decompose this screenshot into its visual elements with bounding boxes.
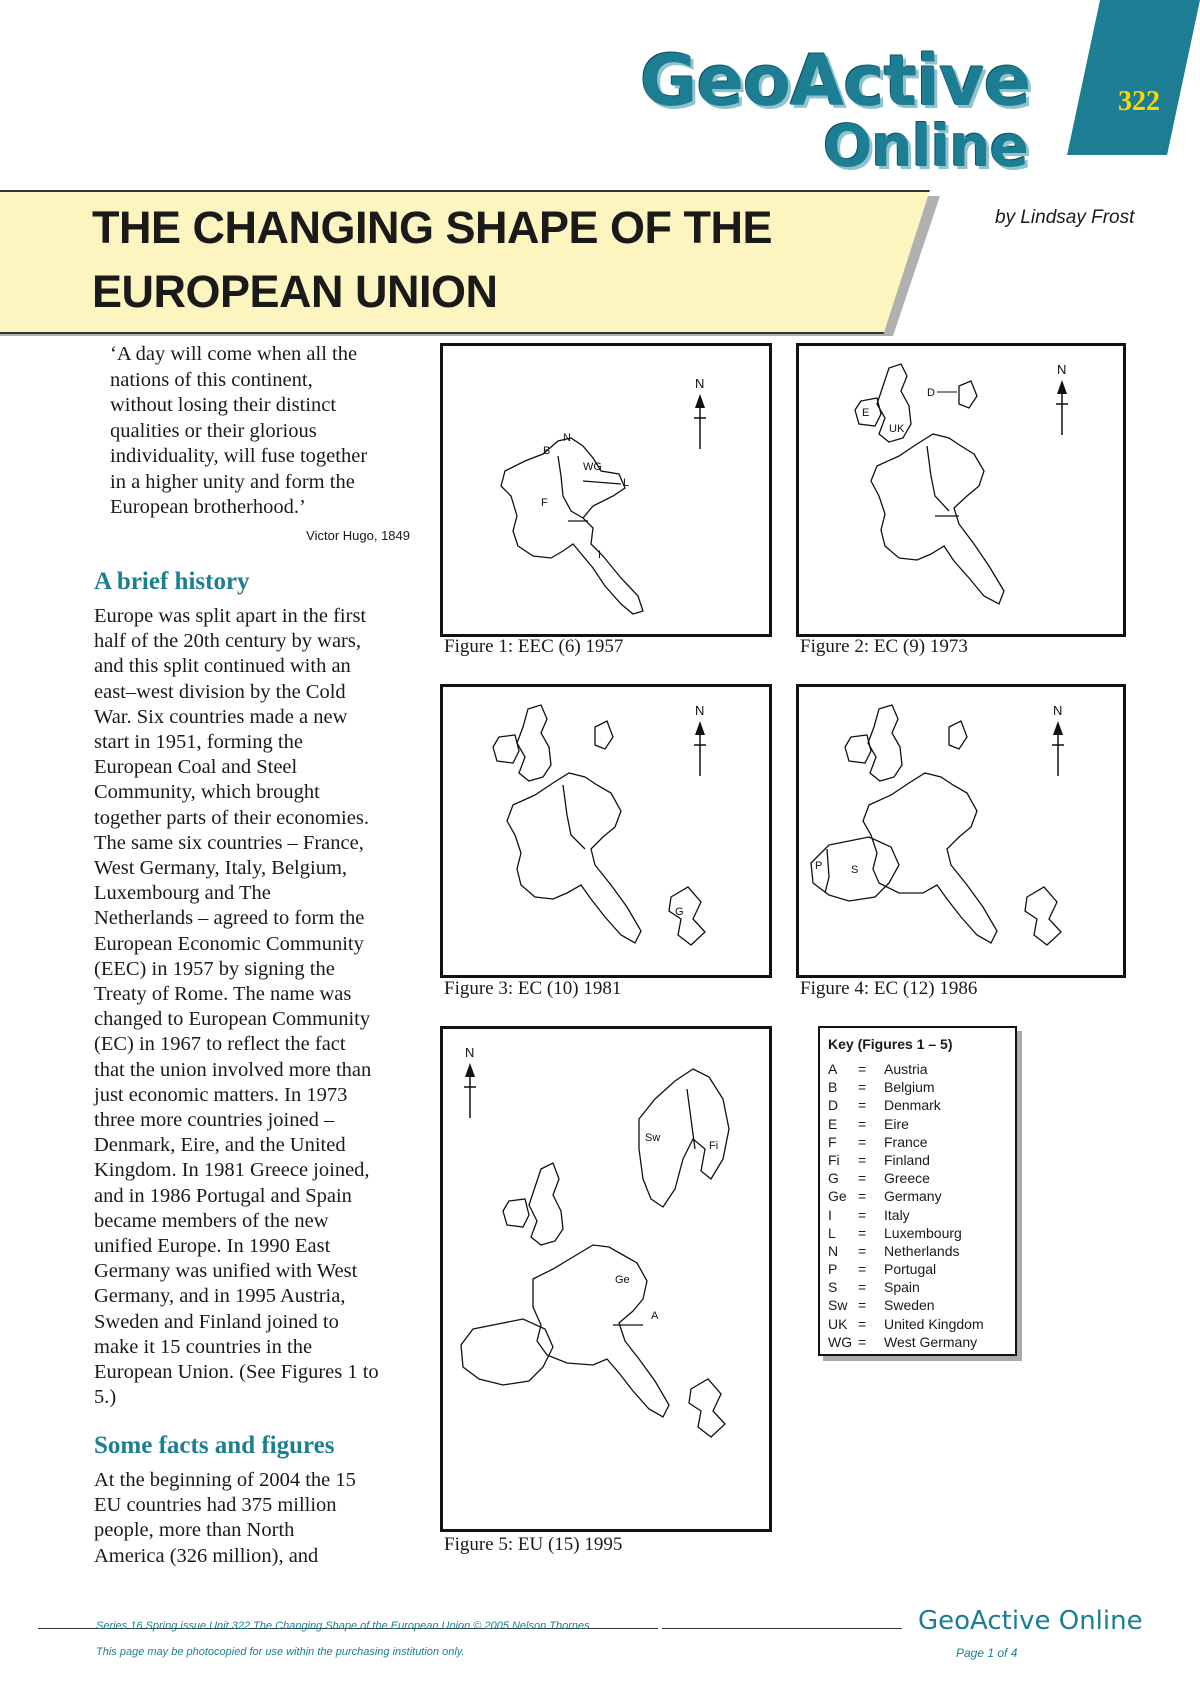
key-code: A: [828, 1061, 838, 1077]
title-line-2: EUROPEAN UNION: [92, 266, 498, 317]
unit-number: 322: [1118, 86, 1160, 117]
key-equals: =: [858, 1261, 867, 1278]
history-line: Germany, and in 1995 Austria,: [94, 1285, 346, 1308]
north-arrow-icon: [1053, 721, 1063, 735]
key-entry: [828, 1333, 984, 1351]
map-outline-ec9: [871, 434, 1004, 604]
figure-2-caption: Figure 2: EC (9) 1973: [800, 636, 968, 657]
north-label: N: [465, 1045, 475, 1060]
key-name: Netherlands: [884, 1242, 960, 1259]
figure-5-caption: Figure 5: EU (15) 1995: [444, 1534, 623, 1555]
key-name: Germany: [884, 1188, 942, 1205]
history-line: Community, which brought: [94, 781, 320, 804]
map-outline-denmark: [949, 721, 967, 749]
history-line: Sweden and Finland joined to: [94, 1310, 339, 1333]
fig5-label-a: A: [651, 1310, 659, 1322]
footer-copyright: This page may be photocopied for use within the purchasing institution only.: [96, 1646, 465, 1658]
key-name: Sweden: [884, 1297, 935, 1314]
key-code: G: [828, 1170, 839, 1187]
facts-line: EU countries had 375 million: [94, 1494, 337, 1517]
north-arrow-icon: [695, 394, 705, 408]
key-entry: [828, 1096, 984, 1114]
north-arrow-icon: [1057, 380, 1067, 394]
north-arrow-icon: [695, 721, 705, 735]
fig1-label-l: L: [623, 477, 630, 489]
key-code: L: [828, 1224, 836, 1241]
history-line: European Coal and Steel: [94, 756, 298, 779]
fig4-label-s: S: [851, 864, 859, 876]
key-equals: =: [858, 1242, 867, 1259]
key-entry: [828, 1278, 984, 1296]
figure-1-map: [440, 343, 772, 637]
key-name: Spain: [884, 1279, 920, 1296]
key-code: B: [828, 1079, 838, 1096]
key-name: Denmark: [884, 1097, 941, 1114]
facts-body: [94, 1468, 419, 1569]
quote-line: qualities or their glorious: [110, 419, 317, 442]
key-name: Greece: [884, 1170, 930, 1187]
key-list: [828, 1060, 984, 1351]
fig2-label-d: D: [927, 387, 935, 399]
map-outline-eire: [493, 735, 519, 763]
unit-tab: [1067, 0, 1200, 155]
key-equals: =: [858, 1188, 867, 1205]
quote: [110, 342, 415, 521]
key-entry: [828, 1060, 984, 1078]
key-code: N: [828, 1242, 839, 1259]
history-line: that the union involved more than: [94, 1058, 372, 1081]
fig1-label-b: B: [543, 445, 551, 457]
key-name: Belgium: [884, 1079, 935, 1096]
key-equals: =: [858, 1079, 867, 1096]
map-outline-uk: [868, 705, 902, 781]
quote-line: without losing their distinct: [110, 394, 337, 416]
history-line: The same six countries – France,: [94, 831, 364, 854]
north-label: N: [1053, 703, 1063, 718]
map-outline-eec6: [501, 438, 643, 614]
figure-3-map: [440, 684, 772, 978]
map-border-inner: [563, 785, 585, 849]
history-line: Netherlands – agreed to form the: [94, 907, 365, 930]
history-line: three more countries joined –: [94, 1109, 335, 1132]
key-name: United Kingdom: [884, 1315, 984, 1332]
map-border-fr-wg: [558, 456, 583, 518]
fig5-label-sw: Sw: [645, 1132, 661, 1144]
history-line: together parts of their economies.: [94, 806, 369, 829]
key-entry: [828, 1078, 984, 1096]
history-line: half of the 20th century by wars,: [94, 630, 361, 653]
facts-heading: Some facts and figures: [94, 1432, 335, 1459]
key-equals: =: [858, 1133, 867, 1150]
key-name: Eire: [884, 1115, 909, 1132]
history-line: and in 1986 Portugal and Spain: [94, 1184, 352, 1207]
key-name: Austria: [884, 1061, 928, 1077]
key-code: S: [828, 1279, 838, 1296]
figure-4-caption: Figure 4: EC (12) 1986: [800, 978, 978, 999]
history-line: Europe was split apart in the first: [94, 605, 367, 627]
history-line: War. Six countries made a new: [94, 705, 348, 728]
map-outline-denmark: [595, 721, 613, 749]
key-code: F: [828, 1133, 837, 1150]
history-body: [94, 604, 419, 1411]
key-equals: =: [858, 1097, 867, 1114]
history-line: Kingdom. In 1981 Greece joined,: [94, 1159, 370, 1182]
key-name: Luxembourg: [884, 1224, 962, 1241]
key-name: Finland: [884, 1151, 930, 1168]
key-entry: [828, 1133, 984, 1151]
history-line: (EEC) in 1957 by signing the: [94, 957, 335, 980]
key-code: I: [828, 1206, 832, 1223]
key-equals: =: [858, 1061, 867, 1077]
map-outline-denmark: [959, 381, 977, 408]
key-entry: [828, 1187, 984, 1205]
history-line: Luxembourg and The: [94, 882, 271, 905]
key-equals: =: [858, 1170, 867, 1187]
fig2-label-e: E: [862, 407, 870, 419]
key-title: Key (Figures 1 – 5): [828, 1036, 953, 1052]
history-heading: A brief history: [94, 568, 250, 595]
key-entry: [828, 1206, 984, 1224]
map-outline-uk: [529, 1163, 563, 1245]
history-line: Denmark, Eire, and the United: [94, 1134, 346, 1157]
key-equals: =: [858, 1206, 867, 1223]
history-line: make it 15 countries in the: [94, 1335, 313, 1358]
key-equals: =: [858, 1115, 867, 1132]
north-label: N: [695, 703, 705, 718]
figure-1-caption: Figure 1: EEC (6) 1957: [444, 636, 624, 657]
history-line: start in 1951, forming the: [94, 731, 303, 754]
key-equals: =: [858, 1279, 867, 1296]
key-code: Fi: [828, 1151, 840, 1168]
map-outline-iberia: [461, 1319, 553, 1385]
quote-line: nations of this continent,: [110, 368, 313, 391]
history-line: east–west division by the Cold: [94, 680, 346, 703]
key-equals: =: [858, 1151, 867, 1168]
key-entry: [828, 1224, 984, 1242]
key-entry: [828, 1242, 984, 1260]
figure-2-svg: [799, 346, 1123, 634]
fig1-label-i: I: [598, 549, 602, 561]
map-border-wg-l: [583, 481, 621, 484]
key-entry: [828, 1296, 984, 1314]
fig5-label-ge: Ge: [615, 1274, 630, 1286]
history-line: Treaty of Rome. The name was: [94, 983, 352, 1006]
key-equals: =: [858, 1297, 867, 1314]
history-line: unified Europe. In 1990 East: [94, 1235, 331, 1258]
key-name: France: [884, 1133, 928, 1150]
quote-line: ‘A day will come when all the: [110, 343, 358, 365]
title-line-1: THE CHANGING SHAPE OF THE: [92, 202, 773, 253]
map-outline-greece: [1025, 887, 1061, 945]
fig1-label-f: F: [541, 497, 548, 509]
page-title: [92, 196, 892, 324]
history-line: and this split continued with an: [94, 655, 351, 678]
key-name: West Germany: [884, 1333, 978, 1350]
history-line: 5.): [94, 1386, 117, 1409]
map-border-pt-es: [825, 849, 829, 893]
footer-rule-mid: [662, 1628, 902, 1629]
map-outline-eire: [845, 735, 871, 763]
figure-3-svg: [443, 687, 769, 975]
quote-line: in a higher unity and form the: [110, 470, 355, 493]
logo-geoactive: GeoActive: [640, 40, 1031, 122]
map-outline-eire: [503, 1199, 529, 1227]
map-outline-eu15: [533, 1245, 669, 1417]
history-line: just economic matters. In 1973: [94, 1083, 348, 1106]
key-name: Portugal: [884, 1261, 937, 1278]
history-line: European Union. (See Figures 1 to: [94, 1361, 379, 1384]
map-outline-ec12: [863, 773, 997, 943]
key-equals: =: [858, 1224, 867, 1241]
map-key: [818, 1026, 1017, 1356]
key-equals: =: [858, 1333, 867, 1350]
key-entry: [828, 1315, 984, 1333]
figure-4-map: [796, 684, 1126, 978]
key-code: Ge: [828, 1188, 847, 1205]
fig4-label-p: P: [815, 860, 823, 872]
key-equals: =: [858, 1315, 867, 1332]
map-border-inner: [927, 446, 949, 511]
map-outline-greece: [689, 1379, 725, 1437]
history-line: (EC) in 1967 to reflect the fact: [94, 1033, 346, 1056]
key-code: E: [828, 1115, 838, 1132]
key-name: Italy: [884, 1206, 910, 1223]
north-arrow-icon: [465, 1063, 475, 1077]
figure-5-map: [440, 1026, 772, 1532]
fig3-label-g: G: [675, 906, 684, 918]
north-label: N: [1057, 362, 1067, 377]
figure-1-svg: [443, 346, 769, 634]
key-code: D: [828, 1097, 839, 1114]
north-label: N: [695, 376, 705, 391]
map-outline-ec10: [507, 773, 641, 943]
key-code: WG: [828, 1333, 853, 1350]
key-entry: [828, 1260, 984, 1278]
map-outline-uk: [517, 705, 551, 781]
key-entry: [828, 1151, 984, 1169]
fig1-label-n: N: [563, 432, 571, 444]
figure-3-caption: Figure 3: EC (10) 1981: [444, 978, 622, 999]
facts-line: people, more than North: [94, 1519, 295, 1542]
key-entry: [828, 1115, 984, 1133]
quote-line: European brotherhood.’: [110, 496, 306, 518]
history-line: West Germany, Italy, Belgium,: [94, 857, 348, 880]
facts-line: America (326 million), and: [94, 1544, 319, 1567]
figure-5-svg: [443, 1029, 769, 1529]
figure-4-svg: [799, 687, 1123, 975]
history-line: changed to European Community: [94, 1008, 371, 1031]
fig5-label-fi: Fi: [709, 1140, 719, 1152]
footer-series: Series 16 Spring issue Unit 322 The Changing Shape of the European Union © 2005 Nelson Thornes: [96, 1620, 590, 1632]
history-line: Germany was unified with West: [94, 1260, 358, 1283]
footer-page-number: Page 1 of 4: [956, 1646, 1018, 1660]
key-entry: [828, 1169, 984, 1187]
byline: by Lindsay Frost: [995, 207, 1135, 228]
map-border-sw-fi: [687, 1089, 695, 1149]
key-code: P: [828, 1261, 838, 1278]
quote-attribution: Victor Hugo, 1849: [306, 528, 410, 543]
key-code: Sw: [828, 1297, 848, 1314]
key-code: UK: [828, 1315, 848, 1332]
footer-logo: GeoActive Online: [918, 1606, 1143, 1636]
facts-line: At the beginning of 2004 the 15: [94, 1469, 356, 1491]
history-line: European Economic Community: [94, 932, 364, 955]
history-line: became members of the new: [94, 1209, 329, 1232]
fig1-label-wg: WG: [583, 461, 602, 473]
quote-line: individuality, will fuse together: [110, 445, 368, 467]
fig2-label-uk: UK: [889, 423, 905, 435]
figure-2-map: [796, 343, 1126, 637]
logo-online: Online: [823, 112, 1028, 180]
